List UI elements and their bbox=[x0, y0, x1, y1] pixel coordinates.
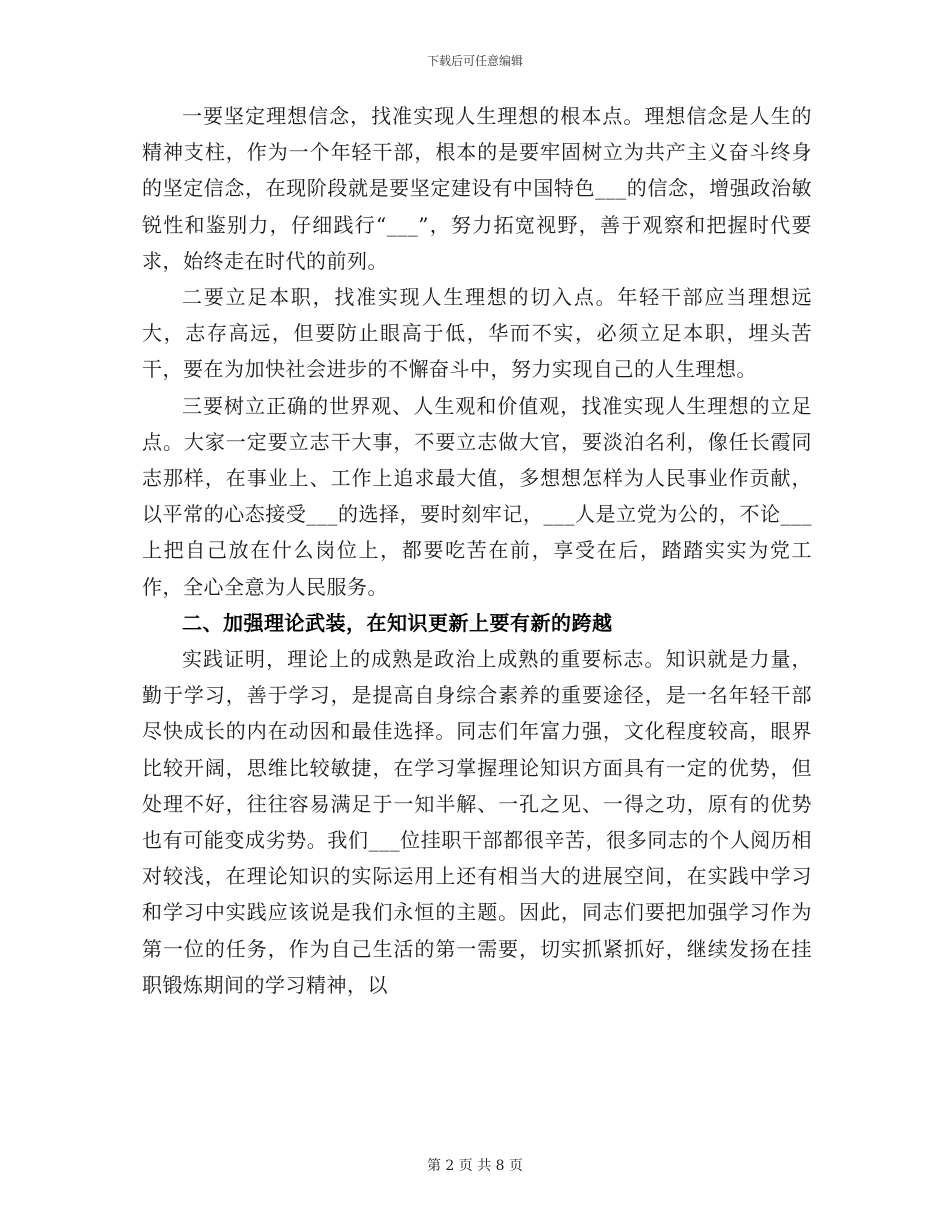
paragraph-post: 二要立足本职，找准实现人生理想的切入点。年轻干部应当理想远大，志存高远，但要防止眼高于低，华而不实，必须立足本职，埋头苦干，要在为加快社会进步的不懈奋斗中，努力实现自己的人生理想。 bbox=[142, 285, 812, 382]
page-header-note: 下载后可任意编辑 bbox=[426, 54, 523, 68]
paragraph-worldview: 三要树立正确的世界观、人生观和价值观，找准实现人生理想的立足点。大家一定要立志干大事，不要立志做大官，要淡泊名利，像任长霞同志那样，在事业上、工作上追求最大值，多想想怎样为人民事业作贡献，以平常的心态接受___的选择，要时刻牢记，___人是立党为公的，不论___上把自己放在什么岗位上，都要吃苦在前，享受在后，踏踏实实为党工作，全心全意为人民服务。 bbox=[142, 393, 812, 599]
paragraph-ideals: 一要坚定理想信念，找准实现人生理想的根本点。理想信念是人生的精神支柱，作为一个年轻干部，根本的是要牢固树立为共产主义奋斗终身的坚定信念，在现阶段就是要坚定建设有中国特色___的信念，增强政治敏锐性和鉴别力，仔细践行“___”，努力拓宽视野，善于观察和把握时代要求，始终走在时代的前列。 bbox=[142, 104, 812, 273]
page-number: 第 2 页 共 8 页 bbox=[426, 1158, 524, 1174]
document-body bbox=[142, 98, 812, 1003]
section-heading: 二、加强理论武装，在知识更新上要有新的跨越 bbox=[182, 610, 613, 635]
paragraph-theory: 实践证明，理论上的成熟是政治上成熟的重要标志。知识就是力量，勤于学习，善于学习，是提高自身综合素养的重要途径，是一名年轻干部尽快成长的内在动因和最佳选择。同志们年富力强，文化程度较高，眼界比较开阔，思维比较敏捷，在学习掌握理论知识方面具有一定的优势，但处理不好，往往容易满足于一知半解、一孔之见、一得之功，原有的优势也有可能变成劣势。我们___位挂职干部都很辛苦，很多同志的个人阅历相对较浅，在理论知识的实际运用上还有相当大的进展空间，在实践中学习和学习中实践应该说是我们永恒的主题。因此，同志们要把加强学习作为第一位的任务，作为自己生活的第一需要，切实抓紧抓好，继续发扬在挂职锻炼期间的学习精神，以 bbox=[142, 647, 812, 997]
